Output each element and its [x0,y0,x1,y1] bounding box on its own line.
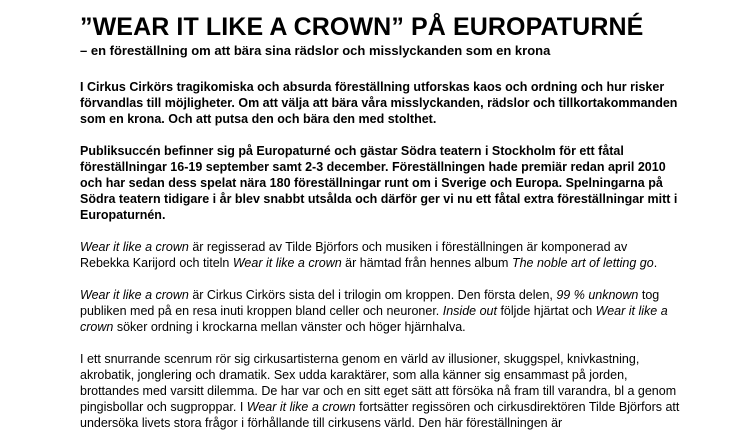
work-title: Wear it like a crown [246,400,356,414]
work-title: 99 % unknown [556,288,639,302]
work-title: Wear it like a crown [80,288,189,302]
album-title: The noble art of letting go [511,256,654,270]
work-title: Inside out [442,304,497,318]
document-page [80,14,680,431]
intro-paragraph: I Cirkus Cirkörs tragikomiska och absurda föreställning utforskas kaos och ordning och hur risker förvandlas till möjligheter. Om att välja att bära våra misslyckanden, rädslor och tillkortakommanden som en krona. Och att putsa den och bära den med stolthet. [80,80,678,126]
work-title: Wear it like a crown [80,240,189,254]
document-subtitle: – en föreställning om att bära sina rädslor och misslyckanden som en krona [80,43,551,58]
work-title: Wear it like a crown [232,256,342,270]
document-title: ”WEAR IT LIKE A CROWN” PÅ EUROPATURNÉ [80,13,644,41]
credits-paragraph: Wear it like a crown är regisserad av Tilde Björfors och musiken i föreställningen är komponerad av Rebekka Karijord och titeln Wear it like a crown är hämtad från hennes album The noble art of letting go. [80,240,658,270]
description-paragraph: I ett snurrande scenrum rör sig cirkusartisterna genom en värld av illusioner, skuggspel, knivkastning, akrobatik, jonglering och dramatik. Sex udda karaktärer, som alla känner sig ensammast på jorden, brottandes med varsitt dilemma. De har var och en sitt eget sätt att försöka nå fram till varandra, bl a genom pingisbollar och sugproppar. I Wear it like a crown fortsätter regissören och cirkusdirektören Tilde Björfors att undersöka livets stora frågor i förhållande till cirkusens värld. Den här föreställningen är [80,352,680,430]
work-title: Wear it like a crown [80,304,668,334]
trilogy-paragraph: Wear it like a crown är Cirkus Cirkörs sista del i trilogin om kroppen. Den första delen, 99 % unknown tog publiken med på en resa inuti kroppen bland celler och neuroner. Inside out följde hjärtat och Wear it like a crown söker ordning i krockarna mellan vänster och höger hjärnhalva. [80,288,668,334]
tour-paragraph: Publiksuccén befinner sig på Europaturné och gästar Södra teatern i Stockholm för ett fåtal föreställningar 16-19 september samt 2-3 december. Föreställningen hade premiär redan april 2010 och har sedan dess spelat nära 180 föreställningar runt om i Sverige och Europa. Spelningarna på Södra teatern tidigare i år blev snabbt utsålda och därför ger vi nu ett fåtal extra föreställningar mitt i Europaturnén. [80,144,678,222]
